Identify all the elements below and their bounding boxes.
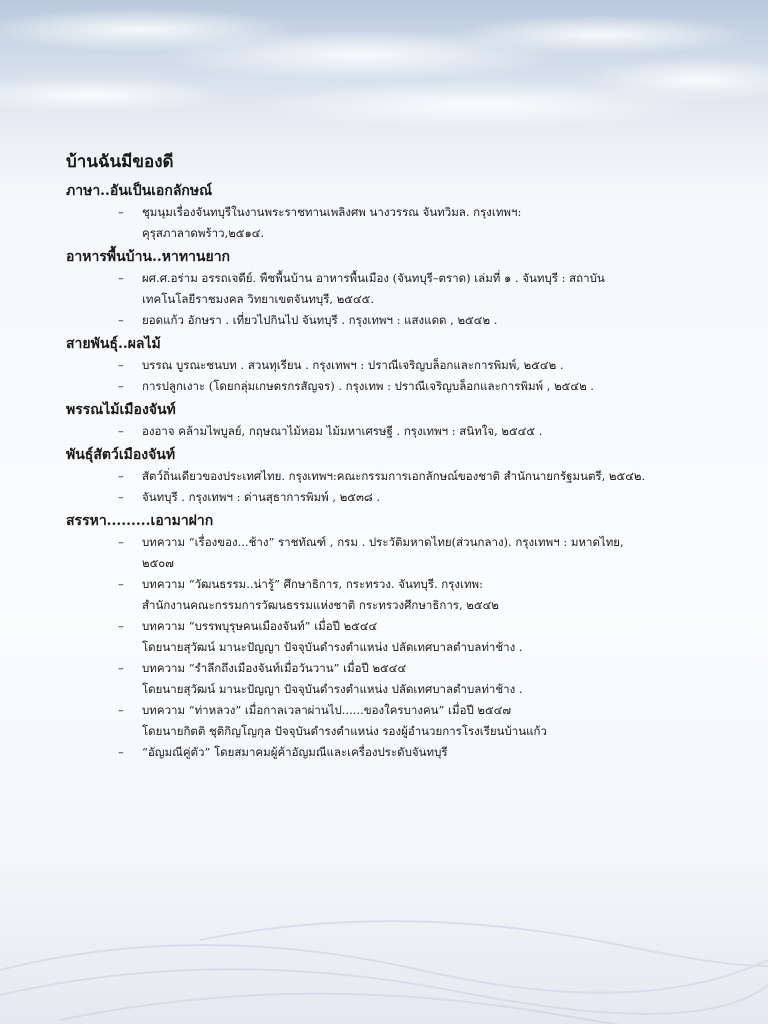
reference-text-line: ชุมนุมเรื่องจันทบุรีในงานพระราชทานเพลิงศพ นางวรรณ จันทวิมล. กรุงเทพฯ: xyxy=(142,205,522,219)
reference-entry xyxy=(66,376,706,397)
dash-bullet: – xyxy=(118,535,124,549)
reference-list xyxy=(66,202,706,244)
dash-bullet: – xyxy=(118,424,124,438)
reference-list xyxy=(66,355,706,397)
reference-entry xyxy=(66,355,706,376)
reference-list xyxy=(66,268,706,331)
reference-text-line: โดยนายกิตติ ชุติกิญโญกุล ปัจจุบันดำรงตำแหน่ง รองผู้อำนวยการโรงเรียนบ้านแก้ว xyxy=(142,724,547,738)
reference-entry xyxy=(66,616,706,658)
reference-text-line: บทความ “บรรพบุรุษคนเมืองจันท์” เมื่อปี ๒๕๔๔ xyxy=(142,619,378,633)
sky-clouds-background xyxy=(0,0,768,170)
bibliography-section xyxy=(66,399,706,442)
dash-bullet: – xyxy=(118,577,124,591)
dash-bullet: – xyxy=(118,358,124,372)
dash-bullet: – xyxy=(118,619,124,633)
reference-text-line: ๒๕๐๗ xyxy=(142,556,174,570)
dash-bullet: – xyxy=(118,745,124,759)
dash-bullet: – xyxy=(118,313,124,327)
reference-text-line: สัตว์ถิ่นเดียวของประเทศไทย. กรุงเทพฯ:คณะกรรมการเอกลักษณ์ของชาติ สำนักนายกรัฐมนตรี, ๒๕๔๒. xyxy=(142,469,646,483)
section-heading: สายพันธุ์..ผลไม้ xyxy=(66,336,161,352)
reference-entry xyxy=(66,421,706,442)
reference-list xyxy=(66,532,706,763)
dash-bullet: – xyxy=(118,661,124,675)
reference-text-line: องอาจ คล้ามไพบูลย์, กฤษณาไม้หอม ไม้มหาเศรษฐี . กรุงเทพฯ : สนิทใจ, ๒๕๔๕ . xyxy=(142,424,543,438)
bibliography-sections xyxy=(66,180,706,763)
reference-entry xyxy=(66,487,706,508)
reference-entry xyxy=(66,202,706,244)
dash-bullet: – xyxy=(118,205,124,219)
section-heading: อาหารพื้นบ้าน..หาทานยาก xyxy=(66,249,231,265)
reference-text-line: บทความ “เรื่องของ...ช้าง” ราชทัณฑ์ , กรม . ประวัติมหาดไทย(ส่วนกลาง). กรุงเทพฯ : มหาดไทย, xyxy=(142,535,624,549)
reference-text-line: จันทบุรี . กรุงเทพฯ : ด่านสุธาการพิมพ์ , ๒๕๓๘ . xyxy=(142,490,381,504)
reference-list xyxy=(66,466,706,508)
reference-entry xyxy=(66,310,706,331)
reference-text-line: ผศ.ศ.อร่าม อรรถเจดีย์. พืชพื้นบ้าน อาหารพื้นเมือง (จันทบุรี–ตราด) เล่มที่ ๑ . จันทบุรี : สถาบัน xyxy=(142,271,605,285)
bibliography-section xyxy=(66,510,706,763)
section-heading: สรรหา.........เอามาฝาก xyxy=(66,513,214,529)
reference-text-line: “อัญมณีคู่ตัว” โดยสมาคมผู้ค้าอัญมณีและเครื่องประดับจันทบุรี xyxy=(142,745,448,759)
reference-entry xyxy=(66,532,706,574)
reference-text-line: บรรณ บูรณะชนบท . สวนทุเรียน . กรุงเทพฯ : ปราณีเจริญบล็อกและการพิมพ์, ๒๕๔๒ . xyxy=(142,358,564,372)
page-title: บ้านฉันมีของดี xyxy=(66,152,174,172)
reference-entry xyxy=(66,268,706,310)
reference-entry xyxy=(66,658,706,700)
reference-entry xyxy=(66,742,706,763)
reference-text-line: ยอดแก้ว อักษรา . เที่ยวไปกินไป จันทบุรี . กรุงเทพฯ : แสงแดด , ๒๕๔๒ . xyxy=(142,313,498,327)
reference-text-line: เทคโนโลยีราชมงคล วิทยาเขตจันทบุรี, ๒๕๔๕. xyxy=(142,292,375,306)
dash-bullet: – xyxy=(118,379,124,393)
bibliography-section xyxy=(66,180,706,244)
reference-list xyxy=(66,421,706,442)
section-heading: ภาษา..อันเป็นเอกลักษณ์ xyxy=(66,183,213,199)
dash-bullet: – xyxy=(118,469,124,483)
reference-text-line: คุรุสภาลาดพร้าว,๒๕๑๔. xyxy=(142,226,265,240)
reference-text-line: บทความ “ท่าหลวง” เมื่อกาลเวลาผ่านไป......ของใครบางคน” เมื่อปี ๒๕๔๗ xyxy=(142,703,512,717)
section-heading: พันธุ์สัตว์เมืองจันท์ xyxy=(66,447,176,463)
reference-entry xyxy=(66,700,706,742)
dash-bullet: – xyxy=(118,490,124,504)
reference-text-line: การปลูกเงาะ (โดยกลุ่มเกษตรกรสัญจร) . กรุงเทพ : ปราณีเจริญบล็อกและการพิมพ์ , ๒๕๔๒ . xyxy=(142,379,594,393)
reference-text-line: โดยนายสุวัฒน์ มานะปัญญา ปัจจุบันดำรงตำแหน่ง ปลัดเทศบาลตำบลท่าช้าง . xyxy=(142,640,523,654)
dash-bullet: – xyxy=(118,703,124,717)
reference-text-line: บทความ “วัฒนธรรม..น่ารู้” ศึกษาธิการ, กระทรวง. จันทบุรี. กรุงเทพ: xyxy=(142,577,483,591)
bibliography-content xyxy=(66,150,706,765)
reference-entry xyxy=(66,574,706,616)
bibliography-section xyxy=(66,246,706,331)
reference-text-line: โดยนายสุวัฒน์ มานะปัญญา ปัจจุบันดำรงตำแหน่ง ปลัดเทศบาลตำบลท่าช้าง . xyxy=(142,682,523,696)
bibliography-section xyxy=(66,333,706,397)
section-heading: พรรณไม้เมืองจันท์ xyxy=(66,402,176,418)
reference-text-line: บทความ “รำลึกถึงเมืองจันท์เมื่อวันวาน” เมื่อปี ๒๕๔๔ xyxy=(142,661,407,675)
reference-entry xyxy=(66,466,706,487)
bibliography-section xyxy=(66,444,706,508)
water-swirl-background xyxy=(0,820,768,1024)
dash-bullet: – xyxy=(118,271,124,285)
reference-text-line: สำนักงานคณะกรรมการวัฒนธรรมแห่งชาติ กระทรวงศึกษาธิการ, ๒๕๔๒ xyxy=(142,598,499,612)
